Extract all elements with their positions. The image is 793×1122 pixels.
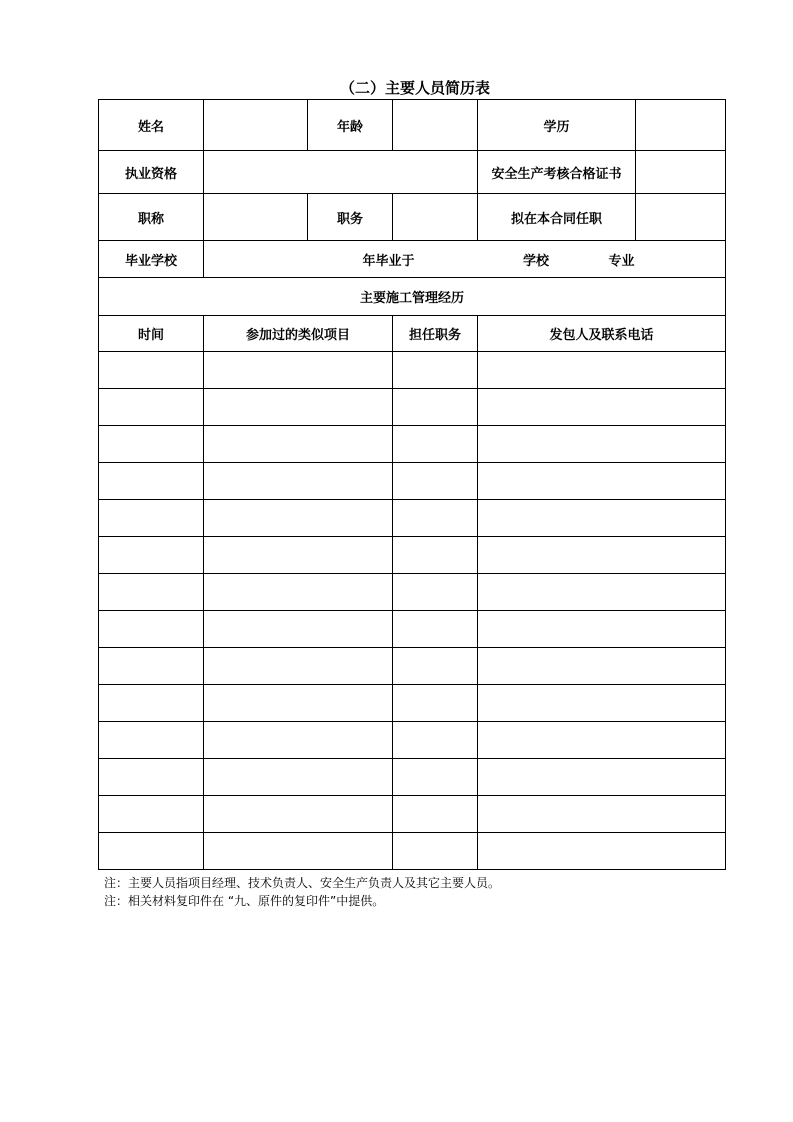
title-row [99, 194, 726, 241]
age-label: 年龄 [308, 100, 393, 151]
qualification-row [99, 151, 726, 194]
employer-cell[interactable] [478, 352, 726, 389]
employer-cell[interactable] [478, 685, 726, 722]
role-cell[interactable] [393, 722, 478, 759]
project-cell[interactable] [204, 463, 393, 500]
time-cell[interactable] [99, 352, 204, 389]
school-label: 毕业学校 [99, 241, 204, 278]
notes [104, 874, 500, 910]
time-cell[interactable] [99, 648, 204, 685]
table-row [99, 685, 726, 722]
graduation-row [99, 241, 726, 278]
table-row [99, 648, 726, 685]
table-row [99, 611, 726, 648]
col-time-header: 时间 [99, 316, 204, 352]
safety-cert-label: 安全生产考核合格证书 [478, 151, 636, 194]
project-cell[interactable] [204, 759, 393, 796]
time-cell[interactable] [99, 796, 204, 833]
time-cell[interactable] [99, 426, 204, 463]
time-cell[interactable] [99, 722, 204, 759]
role-cell[interactable] [393, 759, 478, 796]
professional-title-value-cell[interactable] [204, 194, 308, 241]
role-cell[interactable] [393, 648, 478, 685]
age-value-cell[interactable] [393, 100, 478, 151]
role-cell[interactable] [393, 574, 478, 611]
time-cell[interactable] [99, 574, 204, 611]
project-cell[interactable] [204, 426, 393, 463]
graduation-value-cell[interactable] [204, 241, 726, 278]
table-row [99, 389, 726, 426]
table-row [99, 722, 726, 759]
proposed-role-value-cell[interactable] [636, 194, 726, 241]
project-cell[interactable] [204, 574, 393, 611]
employer-cell[interactable] [478, 796, 726, 833]
project-cell[interactable] [204, 537, 393, 574]
employer-cell[interactable] [478, 648, 726, 685]
col-role-header: 担任职务 [393, 316, 478, 352]
employer-cell[interactable] [478, 389, 726, 426]
role-cell[interactable] [393, 352, 478, 389]
note-1: 注：主要人员指项目经理、技术负责人、安全生产负责人及其它主要人员。 [104, 876, 501, 890]
project-cell[interactable] [204, 611, 393, 648]
safety-cert-value-cell[interactable] [636, 151, 726, 194]
role-cell[interactable] [393, 537, 478, 574]
table-row [99, 500, 726, 537]
position-label: 职务 [308, 194, 393, 241]
history-body [99, 352, 726, 870]
role-cell[interactable] [393, 611, 478, 648]
role-cell[interactable] [393, 500, 478, 537]
section-header: 主要施工管理经历 [99, 278, 726, 316]
col-employer-header: 发包人及联系电话 [478, 316, 726, 352]
table-row [99, 537, 726, 574]
time-cell[interactable] [99, 685, 204, 722]
role-cell[interactable] [393, 389, 478, 426]
project-cell[interactable] [204, 500, 393, 537]
role-cell[interactable] [393, 426, 478, 463]
employer-cell[interactable] [478, 463, 726, 500]
major-label: 专业 [608, 253, 635, 269]
qualification-label: 执业资格 [99, 151, 204, 194]
qualification-value-cell[interactable] [204, 151, 478, 194]
employer-cell[interactable] [478, 833, 726, 870]
time-cell[interactable] [99, 759, 204, 796]
position-value-cell[interactable] [393, 194, 478, 241]
section-header-row [99, 278, 726, 316]
page-title: （二）主要人员简历表 [339, 79, 490, 97]
role-cell[interactable] [393, 463, 478, 500]
col-project-header: 参加过的类似项目 [204, 316, 393, 352]
personal-info-row [99, 100, 726, 151]
name-label: 姓名 [99, 100, 204, 151]
role-cell[interactable] [393, 796, 478, 833]
year-graduated-text: 年毕业于 [362, 253, 415, 269]
proposed-role-label: 拟在本合同任职 [478, 194, 636, 241]
table-row [99, 796, 726, 833]
name-value-cell[interactable] [204, 100, 308, 151]
table-row [99, 759, 726, 796]
project-cell[interactable] [204, 722, 393, 759]
project-cell[interactable] [204, 648, 393, 685]
table-row [99, 352, 726, 389]
employer-cell[interactable] [478, 759, 726, 796]
table-row [99, 833, 726, 870]
table-row [99, 574, 726, 611]
history-header-row [99, 316, 726, 352]
project-cell[interactable] [204, 389, 393, 426]
professional-title-label: 职称 [99, 194, 204, 241]
time-cell[interactable] [99, 500, 204, 537]
time-cell[interactable] [99, 833, 204, 870]
table-row [99, 463, 726, 500]
project-cell[interactable] [204, 685, 393, 722]
employer-cell[interactable] [478, 426, 726, 463]
education-value-cell[interactable] [636, 100, 726, 151]
employer-cell[interactable] [478, 722, 726, 759]
school-suffix-text: 学校 [522, 253, 549, 269]
employer-cell[interactable] [478, 537, 726, 574]
time-cell[interactable] [99, 537, 204, 574]
role-cell[interactable] [393, 685, 478, 722]
employer-cell[interactable] [478, 500, 726, 537]
table-row [99, 426, 726, 463]
time-cell[interactable] [99, 611, 204, 648]
role-cell[interactable] [393, 833, 478, 870]
resume-table [98, 99, 726, 870]
project-cell[interactable] [204, 833, 393, 870]
time-cell[interactable] [99, 463, 204, 500]
project-cell[interactable] [204, 796, 393, 833]
education-label: 学历 [478, 100, 636, 151]
employer-cell[interactable] [478, 611, 726, 648]
project-cell[interactable] [204, 352, 393, 389]
time-cell[interactable] [99, 389, 204, 426]
employer-cell[interactable] [478, 574, 726, 611]
note-2: 注：相关材料复印件在 “九、原件的复印件”中提供。 [104, 894, 385, 908]
